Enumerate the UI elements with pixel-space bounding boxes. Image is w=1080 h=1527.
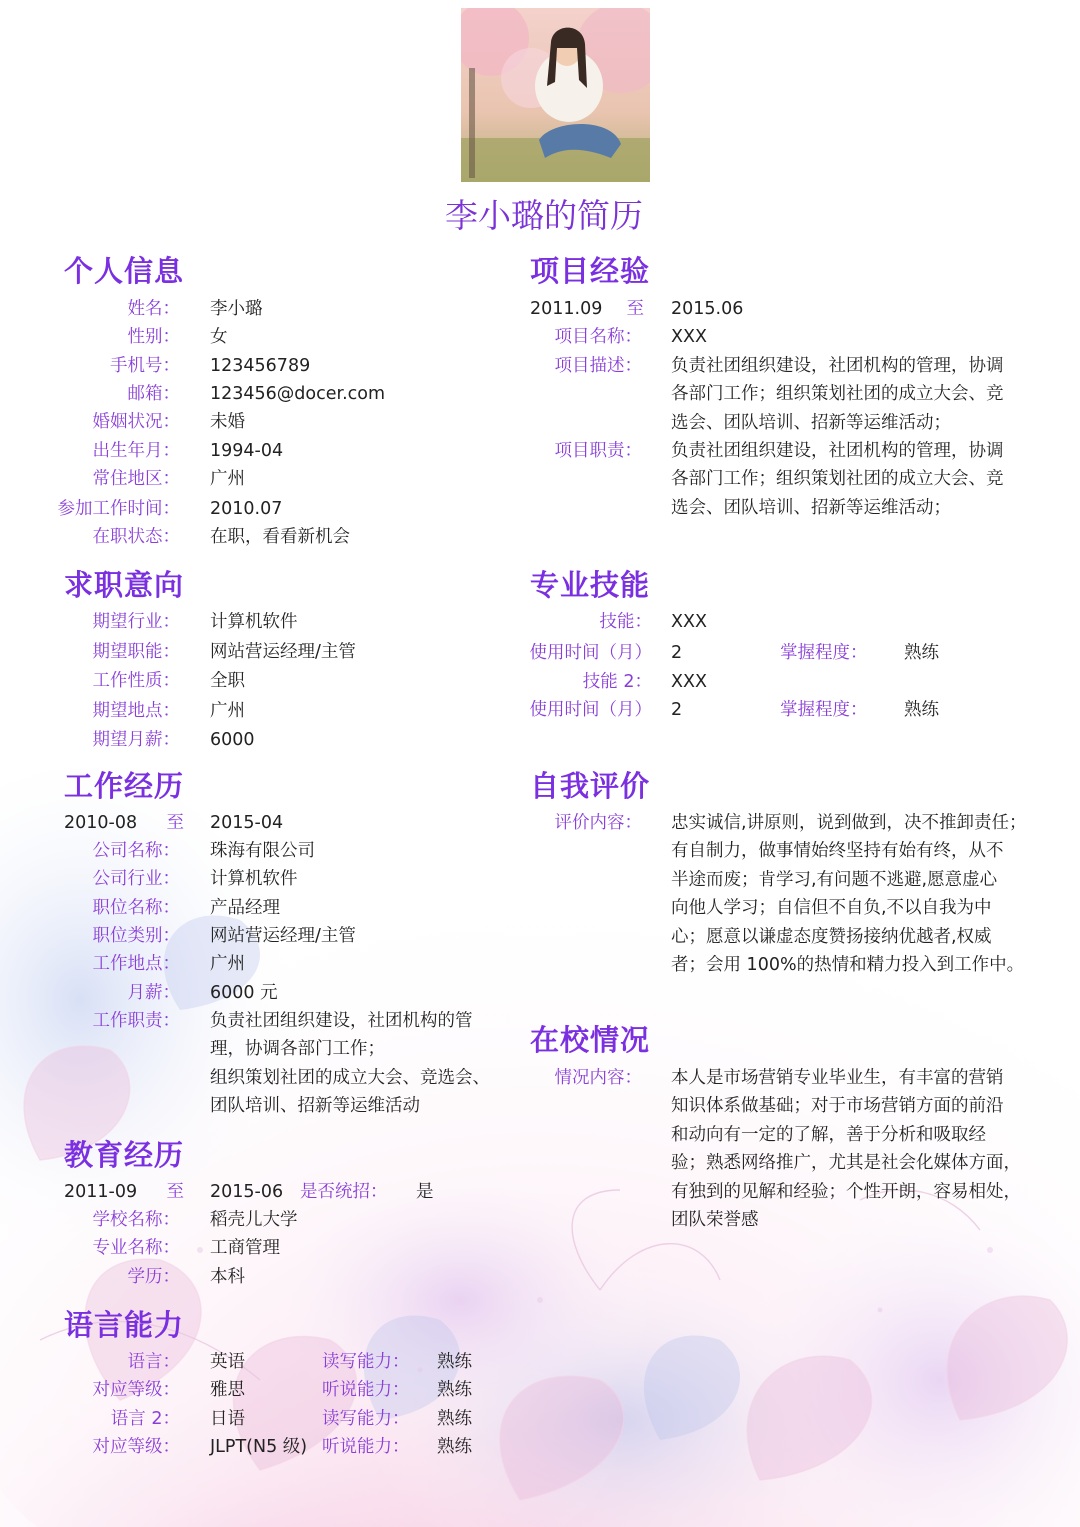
info-row [0, 667, 540, 695]
info-label: 语言： [127, 1352, 180, 1372]
info-row [0, 726, 540, 754]
info-row [0, 837, 540, 865]
work-experience-heading: 工作经历 [64, 769, 185, 803]
info-value: 全职 [210, 671, 245, 691]
paragraph-line: 有自制力，做事情始终坚持有始有终，从不 [671, 841, 1004, 862]
info-value: 日语 [210, 1408, 245, 1429]
paragraph-line: 团队培训、招新等运维活动 [210, 1096, 420, 1117]
info-label: 期望职能： [92, 641, 180, 662]
info-value: 女 [210, 327, 228, 347]
work-date-range [0, 809, 540, 837]
info-label: 职位类别： [92, 925, 180, 946]
paragraph-line: 选会、团队培训、招新等运维活动； [671, 412, 951, 433]
job-intent-heading: 求职意向 [64, 568, 185, 602]
info-value: 英语 [210, 1352, 245, 1372]
personal-info-heading: 个人信息 [64, 254, 185, 288]
project-role-text [671, 437, 1004, 522]
info-row [0, 1348, 540, 1376]
info-label: 婚姻状况： [92, 412, 180, 432]
info-row [0, 380, 540, 408]
info-label: 出生年月： [92, 441, 180, 461]
info-label: 常住地区： [92, 469, 180, 489]
paragraph-line: 负责社团组织建设，社团机构的管理，协调 [671, 356, 1004, 376]
paragraph-line: 心；愿意以谦虚态度赞扬接纳优越者,权威 [671, 926, 992, 947]
project-heading: 项目经验 [530, 254, 651, 288]
info-row [0, 950, 540, 978]
info-label: 学校名称： [92, 1210, 180, 1230]
project-desc-text [671, 352, 1004, 437]
paragraph-line: 负责社团组织建设，社团机构的管理，协调 [671, 441, 1004, 461]
info-value: 工商管理 [210, 1238, 280, 1259]
info-row [0, 922, 540, 950]
info-row [0, 465, 540, 493]
skill-value: XXX [671, 672, 707, 692]
info-label: 学历： [127, 1266, 180, 1287]
self-eval-heading: 自我评价 [530, 769, 651, 803]
education-date-range [0, 1178, 540, 1206]
info-row [0, 1263, 540, 1291]
info-label: 语言 2： [110, 1408, 180, 1429]
info-row [0, 865, 540, 893]
info-value: 未婚 [210, 412, 245, 432]
unified-value: 是 [416, 1182, 434, 1202]
paragraph-line: 忠实诚信,讲原则，说到做到，决不推卸责任； [671, 813, 1027, 833]
info-row [0, 437, 540, 465]
skill-row [500, 608, 1060, 636]
project-date-range [500, 295, 1060, 323]
skill-row [500, 639, 1060, 667]
self-eval-label: 评价内容： [554, 813, 642, 833]
info-value-2: 熟练 [437, 1436, 472, 1457]
paragraph-line: 者；会用 100%的热情和精力投入到工作中。 [671, 954, 1025, 975]
info-value: 本科 [210, 1266, 245, 1287]
skill-label: 使用时间（月） [529, 700, 652, 720]
info-row [0, 323, 540, 351]
info-value: 2010.07 [210, 499, 283, 519]
skill-label: 技能 2： [582, 672, 652, 692]
info-label: 手机号： [110, 356, 180, 376]
info-label-2: 听说能力： [322, 1380, 410, 1401]
info-value: 产品经理 [210, 897, 280, 918]
info-value: 稻壳儿大学 [210, 1210, 298, 1230]
paragraph-line: 和动向有一定的了解，善于分析和吸取经 [671, 1124, 986, 1145]
info-row [0, 295, 540, 323]
info-value: 123456789 [210, 356, 311, 376]
skill-value: 2 [671, 700, 683, 720]
work-start-date: 2010-08 [64, 813, 138, 833]
info-row [0, 894, 540, 922]
work-to-label: 至 [166, 813, 184, 833]
paragraph-line: 知识体系做基础；对于市场营销方面的前沿 [671, 1096, 1004, 1117]
paragraph-line: 团队荣誉感 [671, 1209, 759, 1230]
info-row [0, 495, 540, 523]
info-label: 工作地点： [92, 954, 180, 975]
education-start-date: 2011-09 [64, 1182, 138, 1202]
project-role-label: 项目职责： [554, 441, 642, 461]
paragraph-line: 理，协调各部门工作； [210, 1039, 385, 1060]
info-label: 期望地点： [92, 700, 180, 721]
work-duty-label: 工作职责： [92, 1011, 180, 1031]
education-end-date: 2015-06 [210, 1182, 284, 1202]
info-value: JLPT(N5 级) [210, 1436, 308, 1457]
info-row [0, 638, 540, 666]
school-label: 情况内容： [554, 1068, 642, 1088]
info-label: 对应等级： [92, 1380, 180, 1401]
language-heading: 语言能力 [64, 1308, 185, 1342]
info-label-2: 听说能力： [322, 1436, 410, 1457]
info-label: 在职状态： [92, 527, 180, 547]
skill-value: 2 [671, 643, 683, 663]
info-value: 广州 [210, 469, 245, 489]
info-label: 公司行业： [92, 869, 180, 890]
work-duty-text [210, 1007, 490, 1121]
info-value-2: 熟练 [437, 1380, 472, 1401]
info-row [0, 1405, 540, 1433]
info-label-2: 读写能力： [322, 1408, 410, 1429]
info-label: 参加工作时间： [57, 499, 180, 519]
info-value: 广州 [210, 700, 245, 721]
info-row [0, 523, 540, 551]
info-value: 6000 元 [210, 982, 278, 1003]
info-row [0, 979, 540, 1007]
info-label-2: 读写能力： [322, 1352, 410, 1372]
skill-row [500, 668, 1060, 696]
info-row [0, 1206, 540, 1234]
paragraph-line: 向他人学习；自信但不自负,不以自我为中 [671, 898, 992, 919]
info-value: 网站营运经理/主管 [210, 925, 356, 946]
paragraph-line: 验；熟悉网络推广，尤其是社会化媒体方面， [671, 1153, 1021, 1174]
info-row [0, 697, 540, 725]
info-value: 网站营运经理/主管 [210, 641, 356, 662]
info-value: 6000 [210, 730, 255, 750]
info-value: 在职，看看新机会 [210, 527, 350, 547]
info-value-2: 熟练 [437, 1352, 472, 1372]
skill-level-label: 掌握程度： [780, 700, 868, 720]
info-label: 工作性质： [92, 671, 180, 691]
info-row [0, 608, 540, 636]
project-end-date: 2015.06 [671, 299, 744, 319]
project-name-row [500, 323, 1060, 351]
portrait-photo-icon [461, 8, 650, 182]
info-row [0, 1433, 540, 1461]
school-text [671, 1064, 1021, 1234]
info-value: 珠海有限公司 [210, 841, 315, 861]
info-label: 姓名： [127, 299, 180, 319]
skill-level-value: 熟练 [904, 643, 939, 663]
info-row [0, 1376, 540, 1404]
info-value: 1994-04 [210, 441, 284, 461]
paragraph-line: 负责社团组织建设，社团机构的管 [210, 1011, 473, 1031]
info-row [0, 352, 540, 380]
project-name-value: XXX [671, 327, 707, 347]
resume-title: 李小璐的简历 [445, 196, 643, 235]
info-value: 计算机软件 [210, 612, 298, 632]
self-eval-text [671, 809, 1027, 979]
unified-label: 是否统招： [300, 1182, 388, 1202]
project-name-label: 项目名称： [554, 327, 642, 347]
info-value: 雅思 [210, 1380, 245, 1401]
skill-value: XXX [671, 612, 707, 632]
skill-label: 使用时间（月） [529, 643, 652, 663]
work-end-date: 2015-04 [210, 813, 284, 833]
education-to-label: 至 [166, 1182, 184, 1202]
info-row [0, 408, 540, 436]
info-label: 期望月薪： [92, 730, 180, 750]
info-label: 专业名称： [92, 1238, 180, 1259]
info-label: 性别： [127, 327, 180, 347]
paragraph-line: 半途而废；肯学习,有问题不逃避,愿意虚心 [671, 869, 998, 890]
paragraph-line: 各部门工作；组织策划社团的成立大会、竞 [671, 384, 1004, 405]
profile-photo [461, 8, 650, 182]
info-row [0, 1234, 540, 1262]
info-label: 期望行业： [92, 612, 180, 632]
skill-label: 技能： [599, 612, 652, 632]
paragraph-line: 选会、团队培训、招新等运维活动； [671, 497, 951, 518]
paragraph-line: 组织策划社团的成立大会、竞选会、 [210, 1067, 490, 1088]
info-value: 计算机软件 [210, 869, 298, 890]
school-heading: 在校情况 [530, 1023, 651, 1057]
skill-level-label: 掌握程度： [780, 643, 868, 663]
info-value: 123456@docer.com [210, 384, 386, 404]
paragraph-line: 各部门工作；组织策划社团的成立大会、竞 [671, 469, 1004, 490]
project-to-label: 至 [626, 299, 644, 319]
info-label: 公司名称： [92, 841, 180, 861]
info-value-2: 熟练 [437, 1408, 472, 1429]
skill-level-value: 熟练 [904, 700, 939, 720]
project-start-date: 2011.09 [530, 299, 603, 319]
skills-heading: 专业技能 [530, 568, 651, 602]
paragraph-line: 有独到的见解和经验；个性开朗，容易相处， [671, 1181, 1021, 1202]
info-label: 对应等级： [92, 1436, 180, 1457]
info-label: 月薪： [127, 982, 180, 1003]
project-desc-label: 项目描述： [554, 356, 642, 376]
skill-row [500, 696, 1060, 724]
paragraph-line: 本人是市场营销专业毕业生，有丰富的营销 [671, 1068, 1004, 1088]
education-heading: 教育经历 [64, 1138, 185, 1172]
info-value: 李小璐 [210, 299, 263, 319]
info-value: 广州 [210, 954, 245, 975]
info-label: 邮箱： [127, 384, 180, 404]
info-label: 职位名称： [92, 897, 180, 918]
